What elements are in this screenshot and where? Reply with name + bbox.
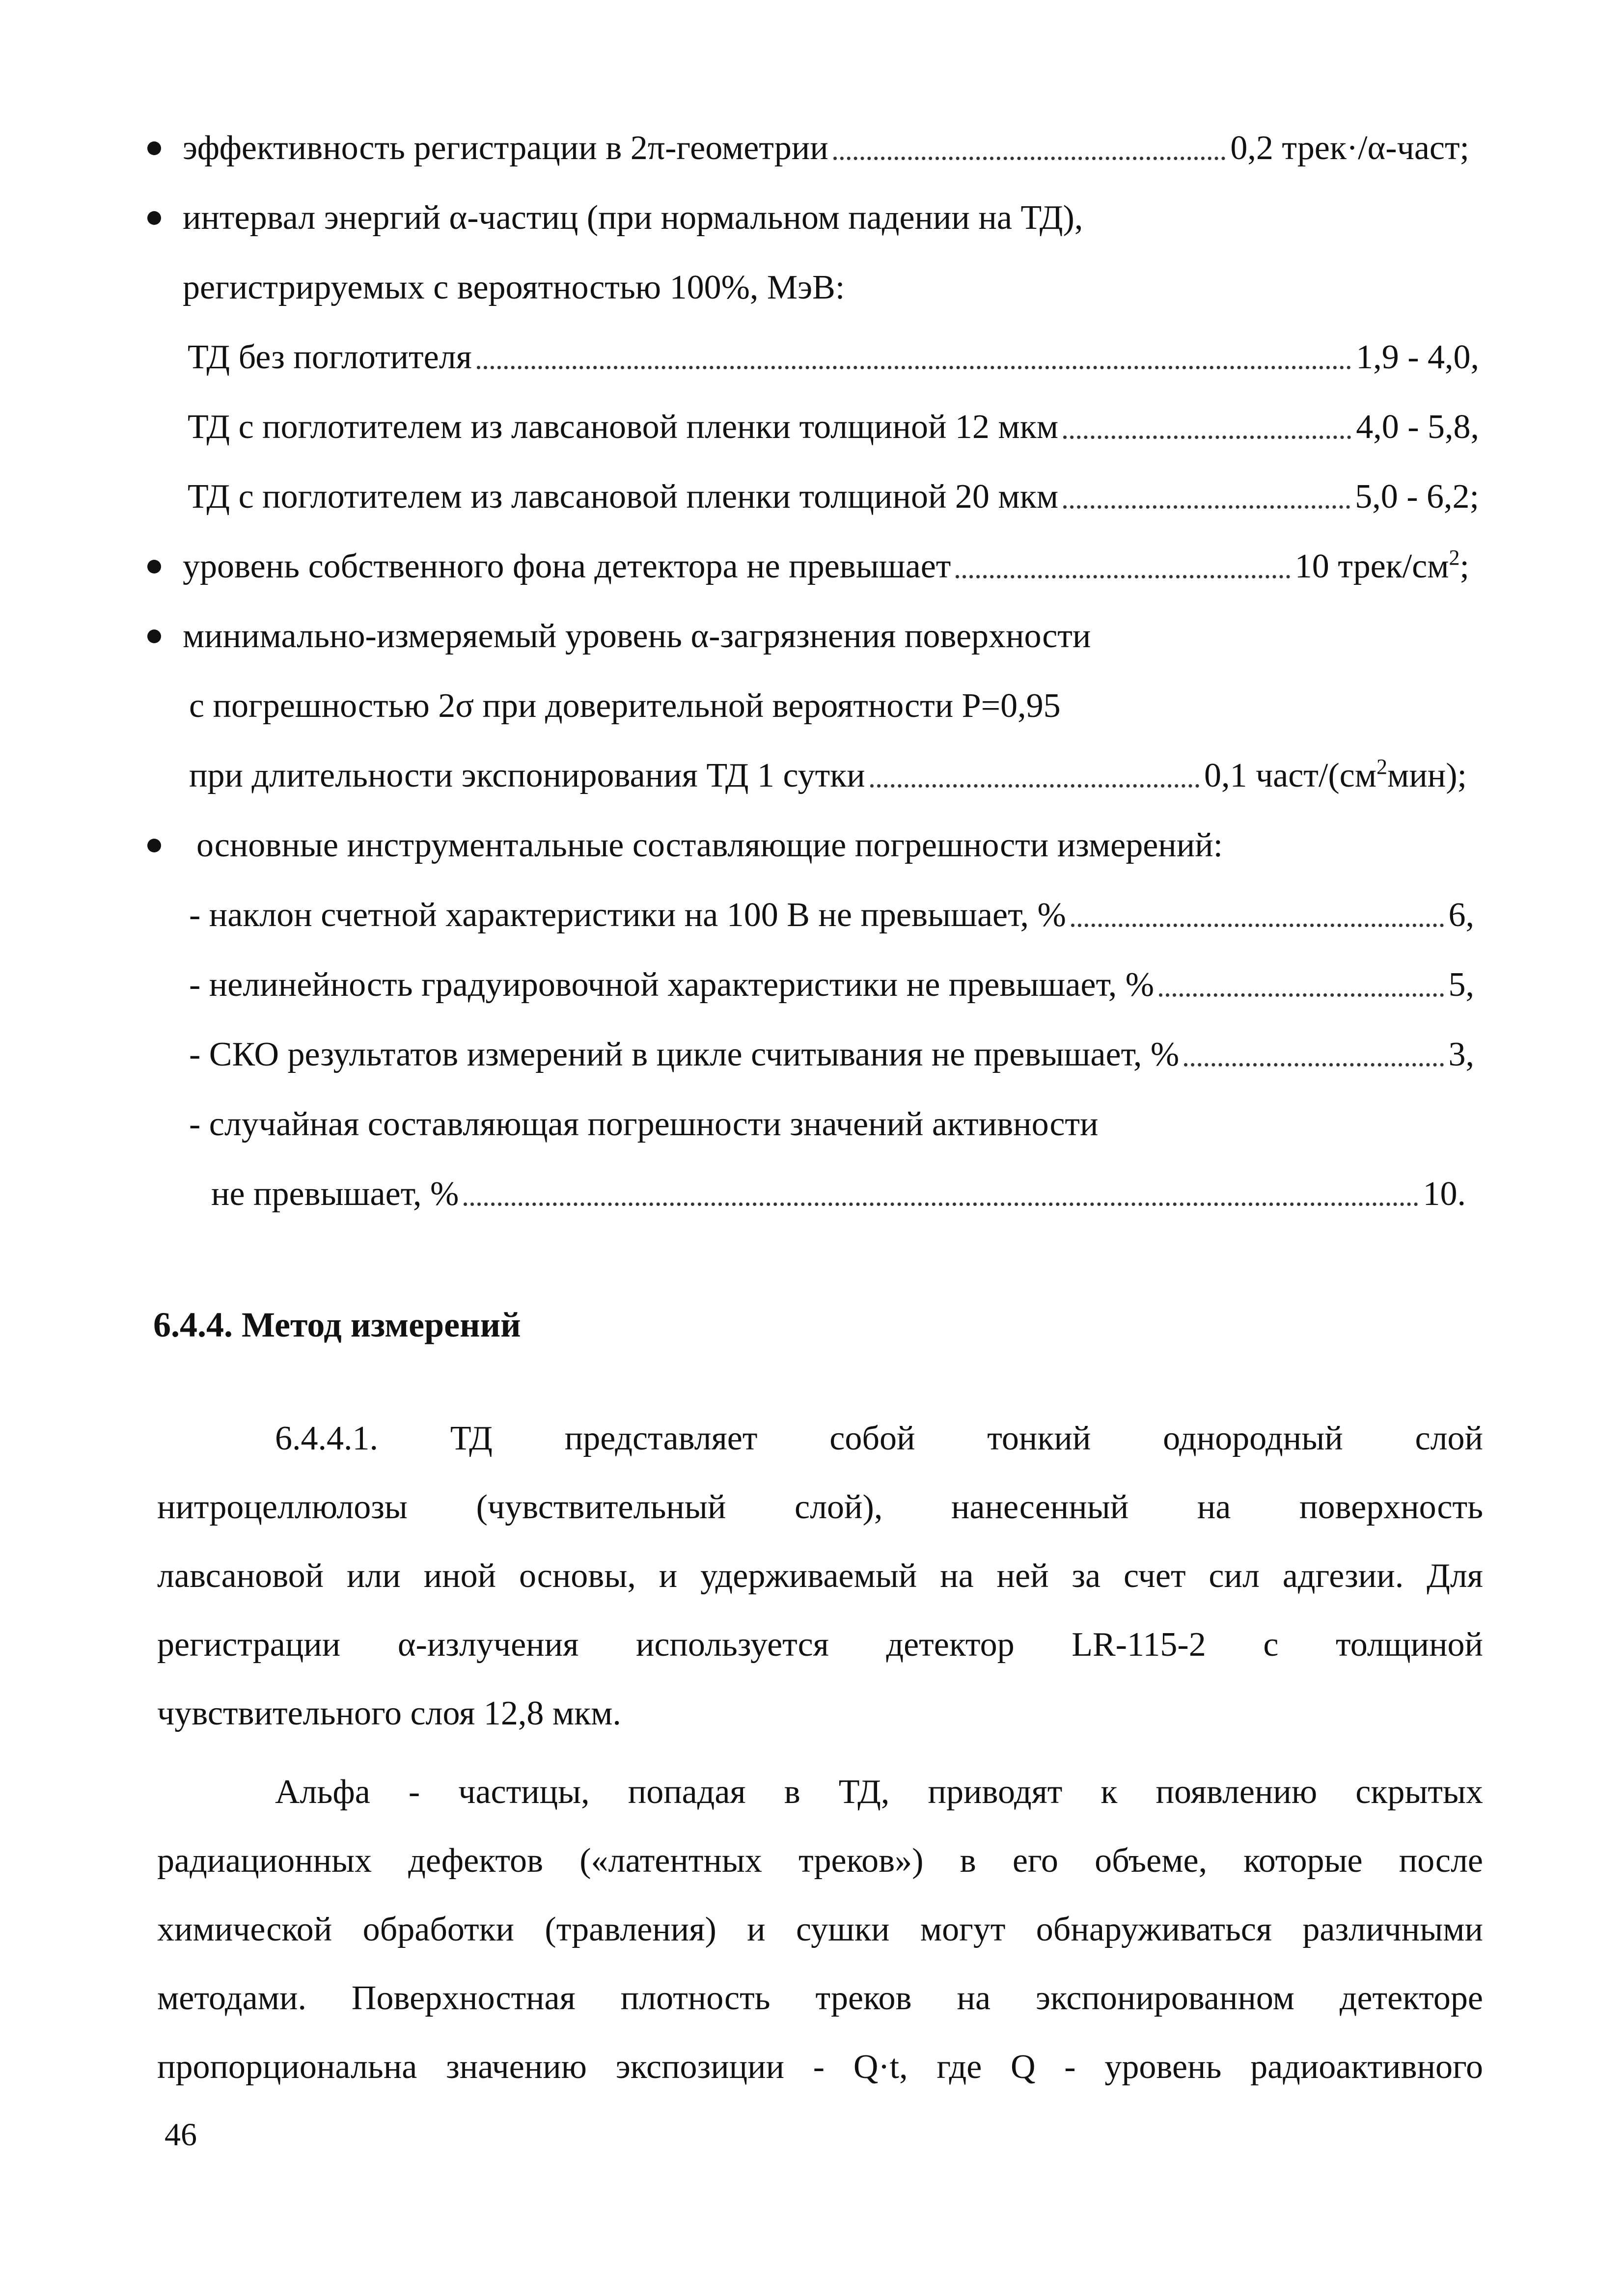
dot-leader (833, 157, 1226, 160)
spec-td-20 (188, 472, 1479, 521)
spec-value: 0,1 част/$(см^2мин)$; (1204, 755, 1467, 794)
spec-err-nonlin (189, 960, 1474, 1010)
spec-value: 6, (1448, 896, 1474, 934)
dot-leader (956, 575, 1290, 578)
spec-label: эффективность регистрации в 2π-геометрии (183, 129, 828, 167)
spec-label: - случайная составляющая погрешности значений активности (189, 1105, 1099, 1143)
bullet-dot (147, 141, 161, 155)
dot-leader (870, 784, 1199, 788)
spec-efficiency (183, 124, 1469, 173)
spec-err-sko (189, 1030, 1474, 1079)
spec-energy-sub (183, 263, 845, 312)
spec-label: с погрешностью 2σ при доверительной вероятности P=0,95 (189, 687, 1061, 725)
dot-leader (1063, 505, 1350, 509)
paragraph-line: радиационных дефектов («латентных треков») в его объеме, которые после (157, 1842, 1483, 1880)
dot-leader (1071, 924, 1444, 927)
spec-label: ТД с поглотителем из лавсановой пленки толщиной 20 мкм (188, 478, 1059, 516)
paragraph-line: химической обработки (травления) и сушки могут обнаруживаться различными (157, 1911, 1483, 1948)
spec-err-random (189, 1100, 1098, 1149)
spec-background (183, 542, 1469, 591)
paragraph-line: регистрации α-излучения используется детектор LR-115-2 с толщиной (157, 1626, 1483, 1664)
paragraph-line: Альфа - частицы, попадая в ТД, приводят к появлению скрытых (275, 1773, 1483, 1811)
dot-leader (1184, 1063, 1443, 1066)
paragraph-line: лавсановой или иной основы, и удерживаемый на ней за счет сил адгезии. Для (157, 1557, 1483, 1595)
dot-leader (464, 1203, 1418, 1206)
spec-label: при длительности экспонирования ТД 1 сутки (189, 757, 865, 794)
spec-td-plain (188, 333, 1479, 382)
spec-err-random-sub (211, 1170, 1466, 1219)
spec-err-slope (189, 891, 1474, 940)
spec-label: уровень собственного фона детектора не превышает (183, 547, 951, 585)
spec-label: - СКО результатов измерений в цикле считывания не превышает, % (189, 1036, 1180, 1073)
spec-label: основные инструментальные составляющие погрешности измерений: (196, 826, 1223, 864)
spec-errors (196, 821, 1223, 870)
spec-td-12 (188, 403, 1479, 452)
dot-leader (1063, 436, 1351, 439)
spec-min-exposure (189, 751, 1467, 800)
spec-value: 10. (1423, 1175, 1466, 1213)
bullet-dot (147, 839, 161, 852)
spec-value: 5, (1448, 966, 1474, 1004)
page-number: 46 (165, 2117, 197, 2153)
section-heading: 6.4.4. Метод измерений (153, 1305, 521, 1344)
spec-min-sub (189, 682, 1061, 731)
paragraph-line: пропорциональна значению экспозиции - Q·t, где Q - уровень радиоактивного (157, 2048, 1483, 2086)
spec-energy (183, 193, 1083, 243)
spec-label: - нелинейность градуировочной характеристики не превышает, % (189, 966, 1155, 1004)
paragraph-line: методами. Поверхностная плотность треков на экспонированном детекторе (157, 1979, 1483, 2017)
bullet-dot (147, 560, 161, 574)
spec-label: регистрируемых с вероятностью 100%, МэВ: (183, 269, 845, 306)
spec-min-level (183, 612, 1091, 661)
spec-label: ТД с поглотителем из лавсановой пленки толщиной 12 мкм (188, 408, 1059, 446)
dot-leader (1159, 993, 1443, 997)
paragraph-line: нитроцеллюлозы (чувствительный слой), нанесенный на поверхность (157, 1488, 1483, 1526)
paragraph-line: чувствительного слоя 12,8 мкм. (157, 1695, 621, 1732)
paragraph-line: 6.4.4.1. ТД представляет собой тонкий однородный слой (275, 1420, 1483, 1457)
spec-value: 0,2 трек·/α-част; (1230, 129, 1469, 167)
dot-leader (477, 366, 1351, 369)
spec-value: 4,0 - 5,8, (1356, 408, 1479, 446)
spec-label: минимально-измеряемый уровень α-загрязнения поверхности (183, 617, 1091, 655)
bullet-dot (147, 211, 161, 225)
spec-value: 5,0 - 6,2; (1355, 478, 1479, 516)
bullet-dot (147, 629, 161, 643)
spec-label: интервал энергий α-частиц (при нормальном падении на ТД), (183, 199, 1083, 237)
spec-value: 10 трек/$см^2$; (1294, 546, 1469, 585)
spec-label: не превышает, % (211, 1175, 459, 1213)
spec-label: ТД без поглотителя (188, 338, 472, 376)
spec-value: 3, (1448, 1036, 1474, 1073)
spec-label: - наклон счетной характеристики на 100 В не превышает, % (189, 896, 1066, 934)
spec-value: 1,9 - 4,0, (1356, 338, 1479, 376)
